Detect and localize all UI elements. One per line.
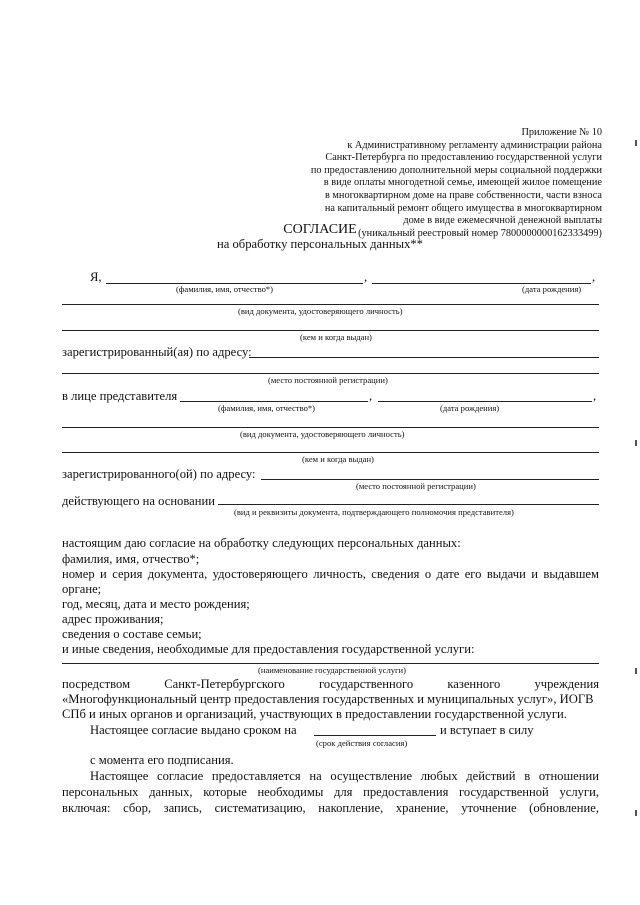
appendix-line: доме в виде ежемесячной денежной выплаты [403,215,602,227]
comma: , [364,270,368,284]
caption-residence: (место постоянной регистрации) [268,375,388,385]
authority-document-field[interactable] [218,504,599,505]
from-signing: с момента его подписания. [90,753,234,767]
caption-fio: (фамилия, имя, отчество*) [176,284,274,294]
caption-id-document: (вид документа, удостоверяющего личность) [238,306,403,316]
caption-birth: (дата рождения) [522,284,582,294]
appendix-line: к Административному регламенту администрации района [347,139,602,151]
appendix-line: в виде оплаты многодетной семье, имеющей жилое помещение [323,177,602,189]
registered-address-field-2[interactable] [62,373,599,374]
comma: , [592,270,596,284]
appendix-line: в многоквартирном доме на праве собственности, части взноса [324,189,602,201]
term-field[interactable] [314,735,436,736]
rep-issued-by-field[interactable] [62,452,599,453]
caption-rep-residence: (место постоянной регистрации) [356,481,476,491]
rep-birth-field[interactable] [378,401,592,402]
caption-rep-id-document: (вид документа, удостоверяющего личность) [240,429,405,439]
appendix-line: на капитальный ремонт общего имущества в многоквартирном [324,202,602,214]
consent-intro: настоящим даю согласие на обработку следующих персональных данных: [62,536,461,550]
actions-line: персональных данных, которые необходимы для предоставления государственной услуги, [62,785,599,799]
appendix-line: (уникальный реестровый номер 7800000000162333499) [358,227,602,239]
rep-registered-label: зарегистрированного(ой) по адресу: [62,467,256,481]
rep-id-document-field[interactable] [62,427,599,428]
ya-label: Я, [90,270,102,284]
rep-registered-address-field[interactable] [261,479,599,480]
scan-speck [635,810,637,816]
document-subtitle: на обработку персональных данных** [217,237,423,251]
via-line: посредством Санкт-Петербургского государственного казенного учреждения [62,677,599,691]
actions-line: включая: сбор, запись, систематизацию, накопление, хранение, уточнение (обновление, [62,801,599,815]
id-document-field[interactable] [62,304,599,305]
appendix-line: Приложение № 10 [521,127,602,138]
list-item: адрес проживания; [62,612,164,626]
service-name-field[interactable] [62,663,599,664]
caption-term: (срок действия согласия) [316,738,408,748]
caption-rep-issued: (кем и когда выдан) [302,454,374,464]
scan-speck [635,440,637,446]
caption-authority: (вид и реквизиты документа, подтверждающего полномочия представителя) [234,507,514,517]
list-item: год, месяц, дата и место рождения; [62,597,250,611]
appendix-line: по предоставлению дополнительной меры социальной поддержки [310,164,602,176]
registered-label: зарегистрированный(ая) по адресу: [62,345,252,359]
list-item: сведения о составе семьи; [62,627,202,641]
list-item: и иные сведения, необходимые для предоставления государственной услуги: [62,642,475,656]
list-item: органе; [62,582,102,596]
caption-rep-fio: (фамилия, имя, отчество*) [218,403,316,413]
caption-service: (наименование государственной услуги) [258,665,407,675]
representative-label: в лице представителя [62,389,178,403]
comma: , [593,389,597,403]
caption-rep-birth: (дата рождения) [440,403,500,413]
registered-address-field[interactable] [249,357,599,358]
comma: , [369,389,373,403]
issued-by-field[interactable] [62,330,599,331]
via-line: СПб и иных органов и организаций, участвующих в предоставлении государственной услуги. [62,707,567,721]
via-line: «Многофункциональный центр предоставления государственных и муниципальных услуг», ИОГВ [62,692,594,706]
list-item: номер и серия документа, удостоверяющего личность, сведения о дате его выдачи и выдавшем [62,567,599,581]
acting-basis-label: действующего на основании [62,494,215,508]
scan-speck [635,140,637,146]
caption-issued: (кем и когда выдан) [300,332,372,342]
appendix-line: Санкт-Петербурга по предоставлению государственной услуги [325,152,602,164]
list-item: фамилия, имя, отчество*; [62,552,200,566]
term-label: Настоящее согласие выдано сроком на [90,723,297,737]
actions-line: Настоящее согласие предоставляется на осуществление любых действий в отношении [90,769,599,783]
scan-speck [635,668,637,674]
rep-fio-field[interactable] [180,401,368,402]
term-label-end: и вступает в силу [440,723,534,737]
document-title: СОГЛАСИЕ [283,222,357,237]
